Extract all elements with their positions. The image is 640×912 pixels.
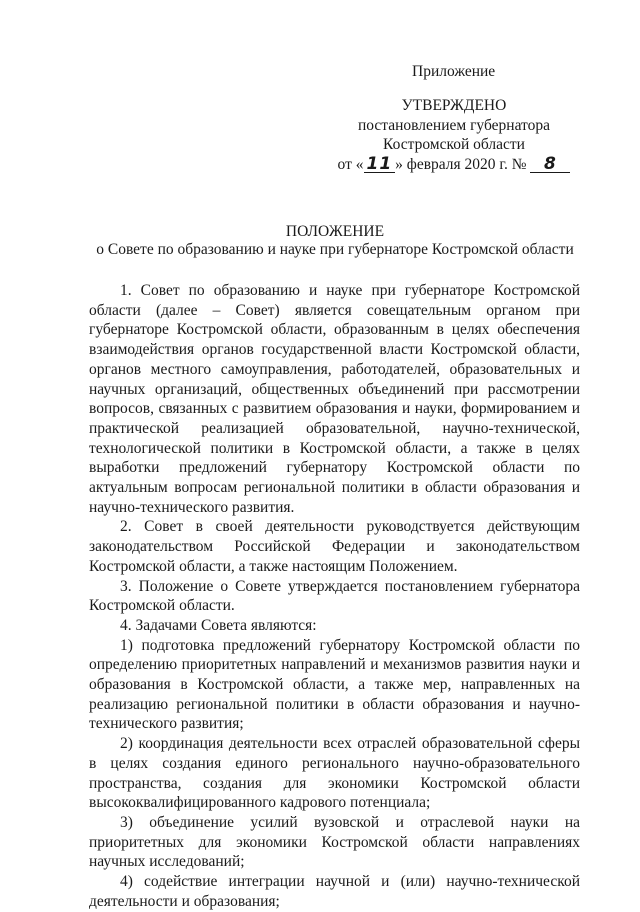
paragraph-4: 4. Задачами Совета являются: — [120, 616, 317, 634]
decree-line: постановлением губернатора — [357, 116, 551, 134]
attachment-label: Приложение — [412, 63, 496, 80]
decree-date-line — [330, 155, 578, 175]
date-prefix: от « — [337, 155, 364, 173]
approved-label: УТВЕРЖДЕНО — [401, 97, 507, 114]
task-item-3: 3) объединение усилий вузовской и отраслевой науки на приоритетных для экономики Костромской области направлениях научных исследований; — [89, 813, 580, 871]
paragraph-3: 3. Положение о Совете утверждается постановлением губернатора Костромской области. — [89, 577, 580, 615]
task-item-4: 4) содействие интеграции научной и (или) научно-технической деятельности и образования; — [89, 873, 580, 910]
handwritten-day: 11 — [364, 156, 396, 173]
date-suffix: » февраля 2020 г. № — [395, 155, 527, 173]
paragraph-2: 2. Совет в своей деятельности руководствуется действующим законодательством Российской Федерации и законодательством Костромской области, а также настоящим Положением. — [89, 518, 580, 575]
region-line: Костромской области — [383, 136, 525, 153]
paragraph-1: 1. Совет по образованию и науке при губернаторе Костромской области (далее – Совет) является совещательным органом при губернаторе Костромской области, образованным в целях обеспечения взаимодействия органов государственной власти Костромской области, органов местного самоуправления, работодателей, образовательных и научных организаций, общественных объединений при рассмотрении вопросов, связанных с развитием образования и науки, формированием и практической реализацией образовательной, научно-технической, технологической политики в Костромской области, а также в целях выработки предложений губернатору Костромской области по актуальным вопросам региональной политики в области образования и научно-технического развития. — [89, 282, 580, 516]
approval-block — [330, 96, 578, 174]
handwritten-number: 8 — [530, 156, 570, 173]
task-item-1: 1) подготовка предложений губернатору Костромской области по определению приоритетных направлений и механизмов развития науки и образования в Костромской области, а также мер, направленных на реализацию региональной политики в области образования и научно-технического развития; — [89, 636, 580, 733]
document-subtitle: о Совете по образованию и науке при губернаторе Костромской области — [96, 241, 574, 258]
task-item-2: 2) координация деятельности всех отраслей образовательной сферы в целях создания единого регионального научно-образовательного пространства, создания для экономики Костромской области высококвалифицированного кадрового потенциала; — [89, 735, 580, 812]
document-body — [89, 281, 580, 912]
document-title: ПОЛОЖЕНИЕ — [285, 223, 385, 240]
